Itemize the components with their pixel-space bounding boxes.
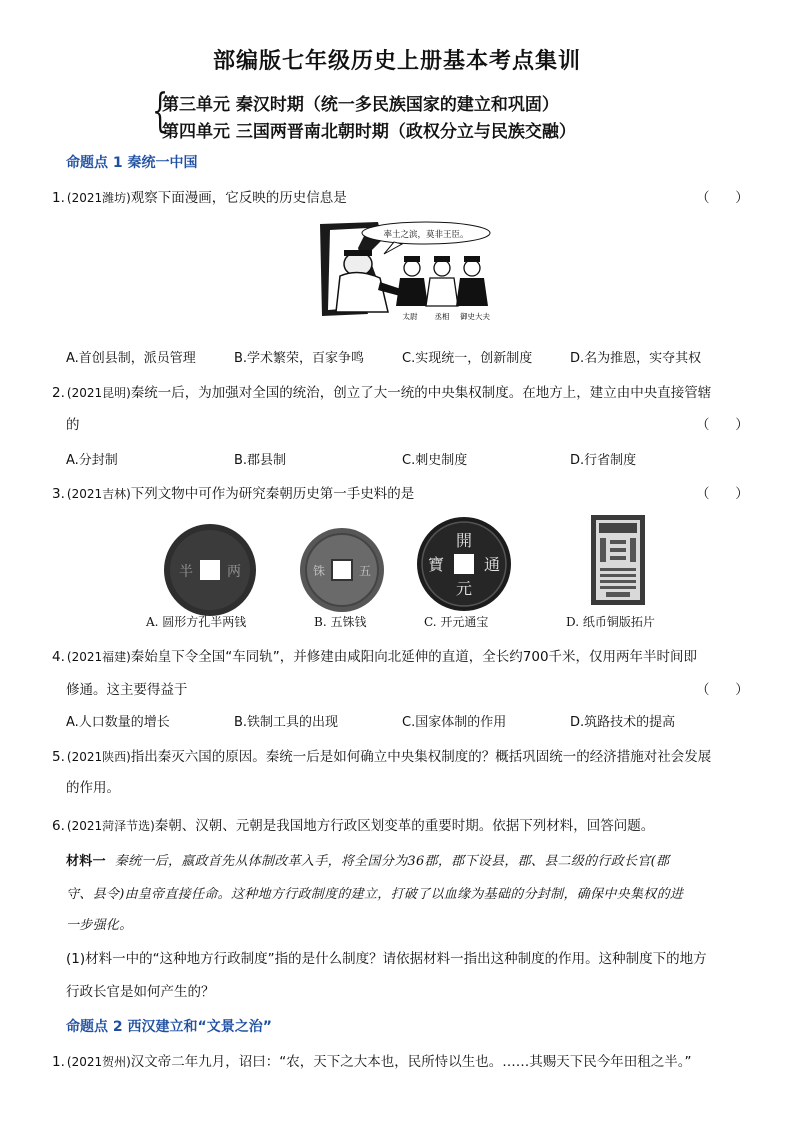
cartoon-label-chengxiang: 丞相 [434, 312, 450, 321]
q5-stem-cont: 的作用。 [66, 780, 120, 796]
q3-text: 下列文物中可作为研究秦朝历史第一手史料的是 [130, 486, 415, 502]
coin-c-char-left: 寶 [427, 555, 445, 574]
page-title: 部编版七年级历史上册基本考点集训 [212, 49, 581, 74]
q4-option-b[interactable]: B.铁制工具的出现 [234, 715, 339, 730]
q6-material-line-3: 一步强化。 [66, 918, 133, 933]
q3-artifact-c[interactable] [414, 514, 514, 618]
q3-source: (2021吉林) [66, 487, 131, 501]
coin-a-char-right: 两 [227, 564, 241, 580]
q5-source: (2021陕西) [66, 750, 131, 764]
q3-caption-c: C. 开元通宝 [424, 615, 489, 629]
q1-source: (2021潍坊) [66, 191, 131, 205]
unit-4-heading: 第四单元 三国两晋南北朝时期（政权分立与民族交融） [162, 122, 576, 142]
s2-q1-text: 汉文帝二年九月，诏曰：“农，天下之大本也，民所恃以生也。……其赐天下民今年田租之半。” [130, 1054, 692, 1070]
coin-b-char-right: 五 [358, 564, 372, 578]
q2-answer-blank[interactable]: （ ） [696, 417, 749, 433]
q1-stem [52, 186, 347, 206]
paper-money-rubbing-image [590, 514, 646, 606]
q4-stem-cont: 修通。这主要得益于 [66, 682, 188, 698]
coin-a-hole [200, 560, 220, 580]
coin-a-char-left: 半 [179, 564, 193, 580]
wuzhu-coin-image [297, 525, 387, 615]
q2-stem-cont: 的 [66, 417, 80, 433]
unit-brace: { [152, 83, 169, 137]
q3-stem [52, 482, 414, 502]
coin-c-char-top: 開 [455, 531, 473, 550]
q6-text: 秦朝、汉朝、元朝是我国地方行政区划变革的重要时期。依据下列材料，回答问题。 [154, 818, 655, 834]
cartoon-speech-text: 率土之滨，莫非王臣。 [383, 230, 469, 240]
q4-source: (2021福建) [66, 650, 131, 664]
kaiyuan-coin-image [414, 514, 514, 614]
q4-answer-blank[interactable]: （ ） [696, 682, 749, 698]
q6-stem [52, 814, 654, 834]
q4-text: 秦始皇下令全国“车同轨”，并修建由咸阳向北延伸的直道，全长约700千米，仅用两年半时间即 [130, 649, 698, 665]
q1-text: 观察下面漫画，它反映的历史信息是 [130, 190, 347, 206]
q3-caption-b: B. 五铢钱 [314, 615, 367, 629]
q1-option-a[interactable]: A.首创县制，派员管理 [66, 351, 196, 366]
rubbing-header [599, 523, 637, 533]
cartoon-label-yushidafu: 御史大夫 [460, 312, 490, 321]
q5-number: 5. [52, 749, 65, 765]
cartoon-emperor-body [336, 272, 388, 312]
q6-subquestion-1-line-2: 行政长官是如何产生的？ [66, 984, 215, 1000]
q6-material-label: 材料一 [66, 854, 106, 869]
section-1-heading: 命题点 1 秦统一中国 [66, 155, 198, 171]
q3-answer-blank[interactable]: （ ） [696, 486, 749, 502]
q5-text: 指出秦灭六国的原因。秦统一后是如何确立中央集权制度的？概括巩固统一的经济措施对社会发展 [130, 749, 712, 765]
q2-option-d[interactable]: D.行省制度 [570, 453, 637, 468]
q3-artifact-a[interactable] [160, 520, 260, 624]
q2-text: 秦统一后，为加强对全国的统治，创立了大一统的中央集权制度。在地方上，建立由中央直接管辖 [130, 385, 712, 401]
q3-artifact-b[interactable] [297, 525, 387, 619]
q4-option-a[interactable]: A.人口数量的增长 [66, 715, 170, 730]
q1-cartoon [318, 220, 494, 322]
q2-option-a[interactable]: A.分封制 [66, 453, 118, 468]
q2-stem [52, 381, 711, 401]
cartoon-label-taiwei: 太尉 [402, 312, 418, 321]
q4-number: 4. [52, 649, 65, 665]
q1-option-b[interactable]: B.学术繁荣，百家争鸣 [234, 351, 365, 366]
coin-c-char-right: 通 [483, 555, 501, 574]
cartoon-emperor-crown [344, 250, 372, 256]
coin-c-char-bottom: 元 [455, 579, 473, 598]
q6-source: (2021菏泽节选) [66, 819, 155, 833]
q2-option-c[interactable]: C.刺史制度 [402, 453, 468, 468]
q6-material-line-2: 守、县令)由皇帝直接任命。这种地方行政制度的建立，打破了以血缘为基础的分封制，确保中央集权的进 [66, 887, 684, 902]
s2-q1-stem [52, 1050, 692, 1070]
q3-caption-d: D. 纸币铜版拓片 [566, 615, 655, 629]
q1-option-c[interactable]: C.实现统一，创新制度 [402, 351, 533, 366]
cartoon-officials [396, 256, 488, 306]
q5-stem [52, 745, 711, 765]
q3-artifact-d[interactable] [590, 514, 646, 610]
q4-stem [52, 645, 697, 665]
q1-number: 1. [52, 190, 65, 206]
coin-b-hole [332, 560, 352, 580]
q6-number: 6. [52, 818, 65, 834]
q1-option-d[interactable]: D.名为推恩，实夺其权 [570, 351, 702, 366]
cartoon-illustration [318, 220, 494, 322]
coin-b-char-left: 铢 [312, 564, 326, 578]
s2-q1-source: (2021贺州) [66, 1055, 131, 1069]
q6-material-text-1: 秦统一后，嬴政首先从体制改革入手，将全国分为36郡，郡下设县，郡、县二级的行政长官(郡 [114, 854, 670, 869]
q2-number: 2. [52, 385, 65, 401]
s2-q1-number: 1. [52, 1054, 65, 1070]
q2-option-b[interactable]: B.郡县制 [234, 453, 287, 468]
unit-3-heading: 第三单元 秦汉时期（统一多民族国家的建立和巩固） [162, 95, 559, 115]
q2-source: (2021昆明) [66, 386, 131, 400]
q3-number: 3. [52, 486, 65, 502]
q4-option-d[interactable]: D.筑路技术的提高 [570, 715, 676, 730]
q3-caption-a: A. 圆形方孔半两钱 [146, 615, 247, 629]
section-2-heading: 命题点 2 西汉建立和“文景之治” [66, 1019, 272, 1035]
q6-subquestion-1-line-1: (1)材料一中的“这种地方行政制度”指的是什么制度？请依据材料一指出这种制度的作用。这种制度下的地方 [66, 951, 707, 967]
banliang-coin-image [160, 520, 260, 620]
q4-option-c[interactable]: C.国家体制的作用 [402, 715, 507, 730]
q1-answer-blank[interactable]: （ ） [696, 190, 749, 206]
q6-material-line-1 [66, 850, 669, 869]
coin-c-hole [454, 554, 474, 574]
cartoon-speech-tail [384, 242, 402, 254]
